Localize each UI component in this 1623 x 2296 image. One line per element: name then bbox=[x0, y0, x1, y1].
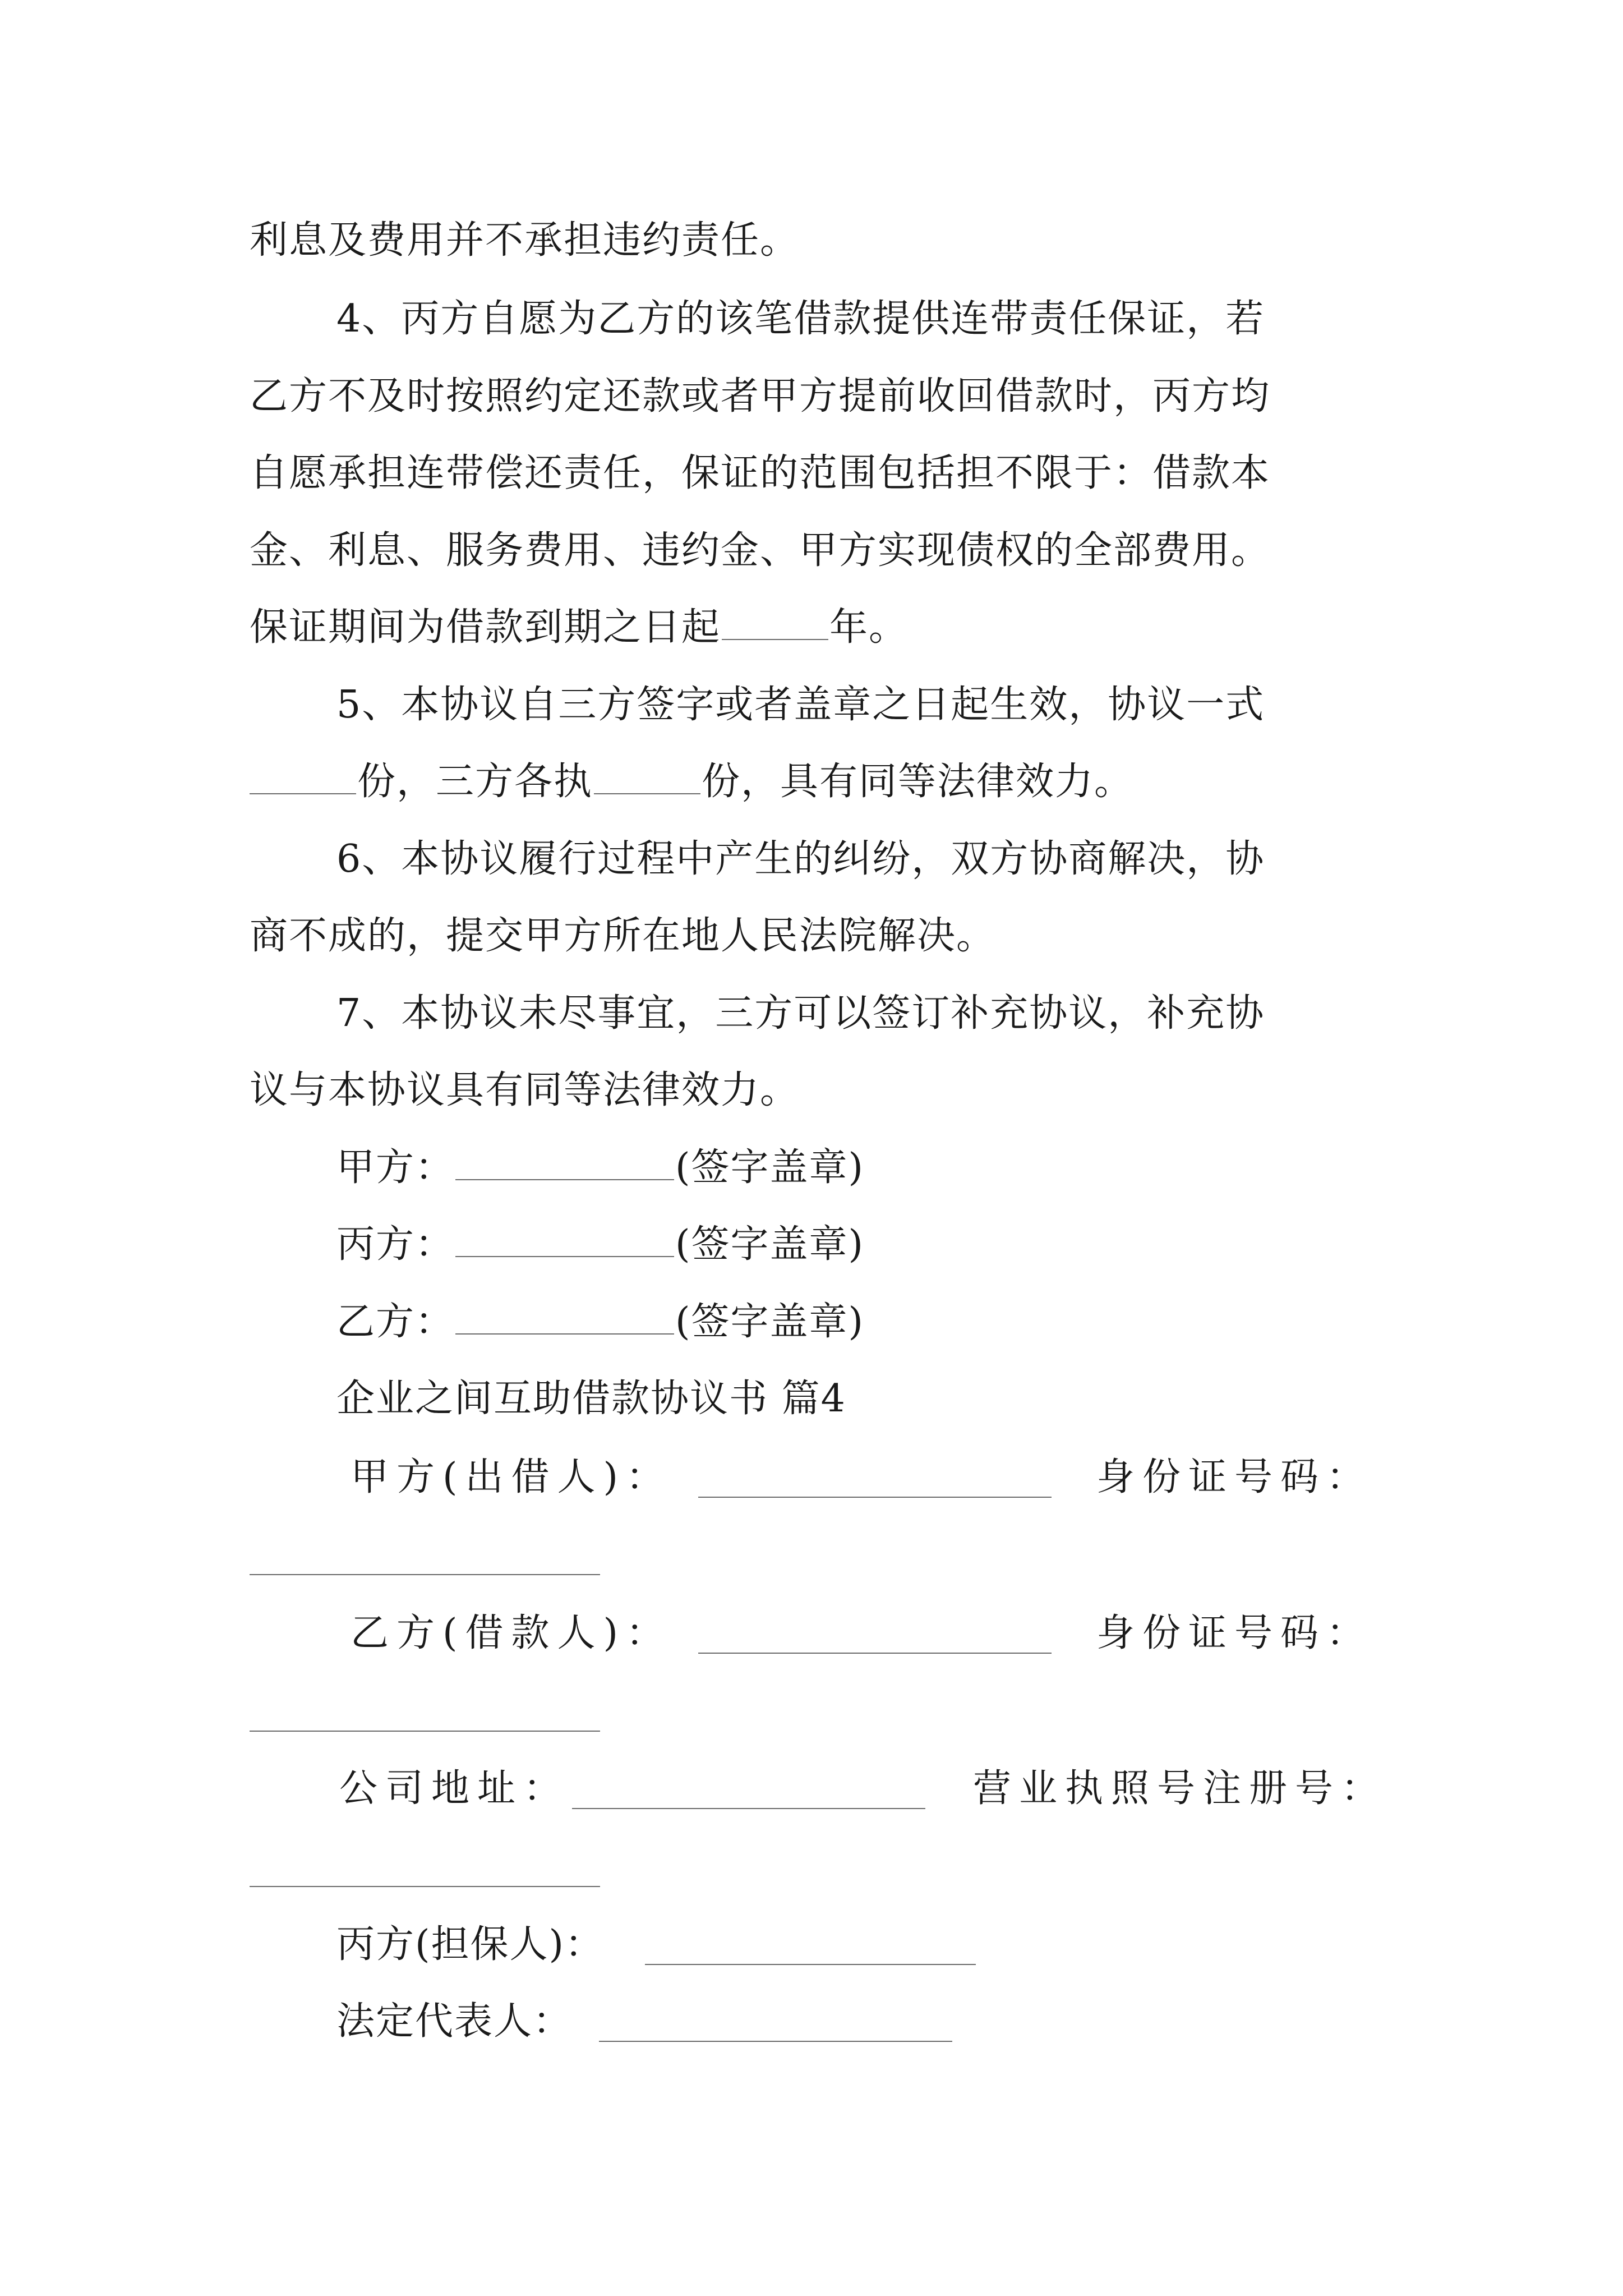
lender-label: 甲方(出借人)： bbox=[351, 1455, 672, 1499]
guarantee-years-blank bbox=[722, 638, 828, 640]
copies-each-blank bbox=[594, 793, 700, 794]
signature-label: 乙方： bbox=[336, 1300, 455, 1344]
section-title: 企业之间互助借款协议书 篇4 bbox=[336, 1377, 846, 1421]
clause-4-line-5 bbox=[250, 605, 909, 650]
company-address-label: 公司地址： bbox=[339, 1766, 570, 1811]
lender-id-label: 身份证号码： bbox=[1096, 1455, 1373, 1499]
business-license-blank bbox=[250, 1886, 600, 1887]
copies-text-b: 份，具有同等法律效力。 bbox=[702, 760, 1134, 804]
signature-row-party-c bbox=[336, 1222, 865, 1267]
signature-note: (签字盖章) bbox=[675, 1145, 865, 1190]
guarantee-period-unit: 年。 bbox=[829, 605, 909, 650]
guarantor-label: 丙方(担保人)： bbox=[336, 1922, 605, 1967]
signature-row-party-a bbox=[336, 1145, 865, 1190]
borrower-label: 乙方(借款人)： bbox=[351, 1611, 672, 1655]
signature-note: (签字盖章) bbox=[675, 1222, 865, 1267]
borrower-id-label: 身份证号码： bbox=[1096, 1611, 1373, 1655]
signature-blank bbox=[455, 1255, 674, 1257]
signature-note: (签字盖章) bbox=[675, 1300, 865, 1344]
signature-blank bbox=[455, 1179, 674, 1180]
signature-row-party-b bbox=[336, 1300, 865, 1344]
clause-5-line-2 bbox=[250, 760, 1134, 804]
guarantor-blank bbox=[645, 1964, 976, 1965]
borrower-blank bbox=[698, 1653, 1052, 1654]
signature-blank bbox=[455, 1333, 674, 1335]
business-license-label: 营业执照号注册号： bbox=[973, 1766, 1387, 1811]
lender-id-blank bbox=[250, 1574, 600, 1575]
copies-text-a: 份，三方各执 bbox=[357, 760, 593, 804]
clause-4-line-2: 乙方不及时按照约定还款或者甲方提前收回借款时，丙方均 bbox=[250, 374, 1271, 418]
legal-representative-label: 法定代表人： bbox=[336, 1999, 573, 2044]
signature-label: 甲方： bbox=[336, 1145, 455, 1190]
clause-7-line-1: 7、本协议未尽事宜，三方可以签订补充协议，补充协 bbox=[336, 991, 1265, 1036]
clause-4-line-1: 4、丙方自愿为乙方的该笔借款提供连带责任保证，若 bbox=[336, 297, 1265, 341]
borrower-id-blank bbox=[250, 1731, 600, 1732]
clause-5-line-1: 5、本协议自三方签字或者盖章之日起生效，协议一式 bbox=[336, 683, 1265, 727]
clause-7-line-2: 议与本协议具有同等法律效力。 bbox=[250, 1068, 800, 1112]
legal-representative-blank bbox=[599, 2041, 952, 2042]
clause-6-line-1: 6、本协议履行过程中产生的纠纷，双方协商解决，协 bbox=[336, 837, 1265, 881]
guarantee-period-text: 保证期间为借款到期之日起 bbox=[250, 605, 721, 650]
clause-4-line-4: 金、利息、服务费用、违约金、甲方实现债权的全部费用。 bbox=[250, 528, 1271, 573]
company-address-blank bbox=[572, 1808, 925, 1809]
paragraph-continuation: 利息及费用并不承担违约责任。 bbox=[250, 218, 800, 263]
lender-blank bbox=[698, 1497, 1052, 1498]
signature-label: 丙方： bbox=[336, 1222, 455, 1267]
clause-4-line-3: 自愿承担连带偿还责任，保证的范围包括担不限于：借款本 bbox=[250, 451, 1271, 495]
copies-total-blank bbox=[250, 793, 356, 794]
clause-6-line-2: 商不成的，提交甲方所在地人民法院解决。 bbox=[250, 914, 996, 958]
